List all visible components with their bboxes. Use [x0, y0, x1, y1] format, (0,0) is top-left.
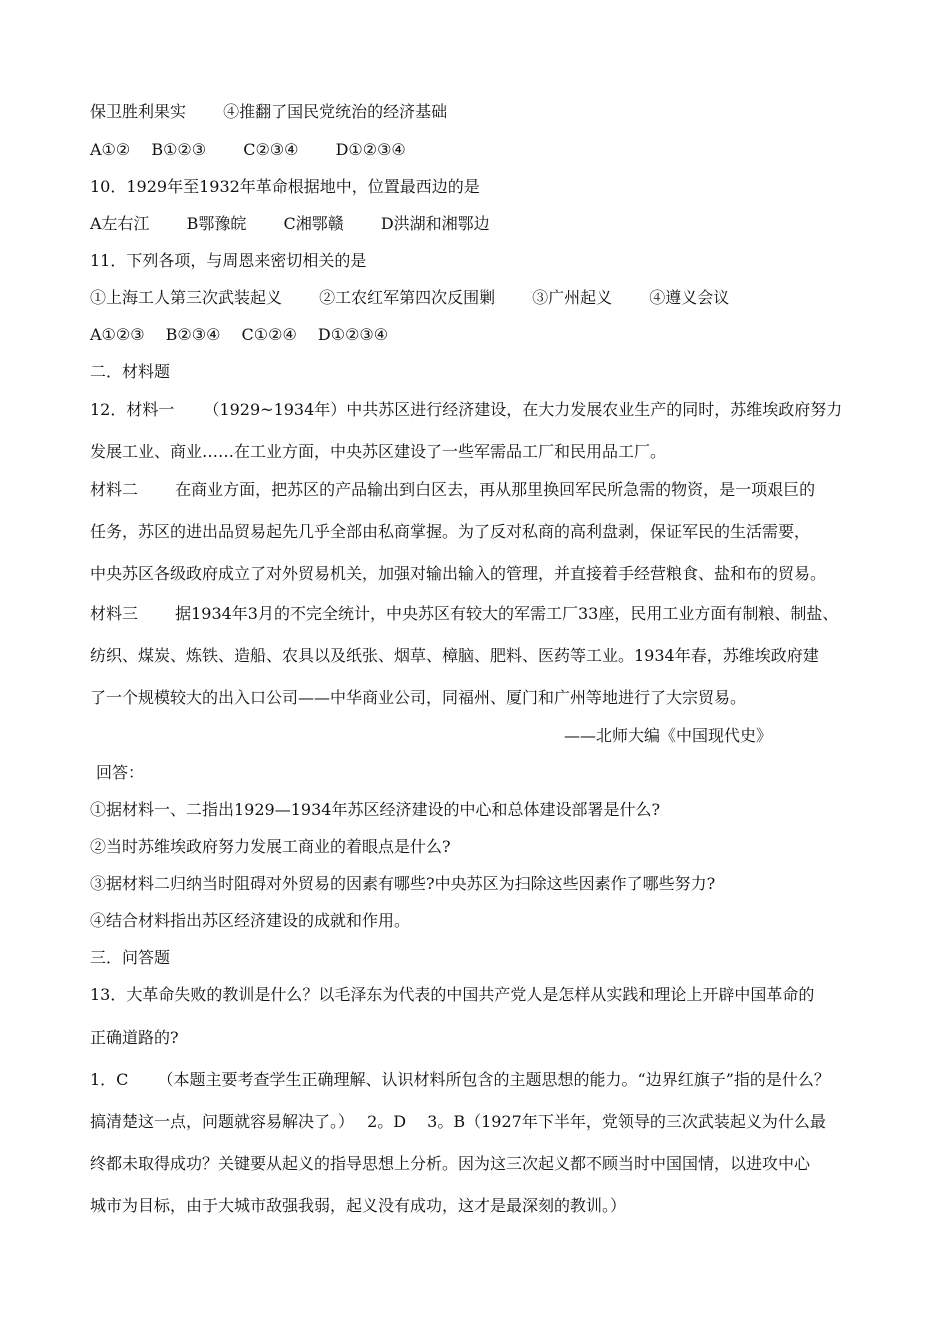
q12-material-2-line-1: 材料二 在商业方面，把苏区的产品输出到白区去，再从那里换回军民所急需的物资，是一项艰巨的 [90, 480, 816, 499]
q10-stem: 10．1929年至1932年革命根据地中，位置最西边的是 [90, 177, 480, 196]
q12-material-2-line-3: 中央苏区各级政府成立了对外贸易机关，加强对输出输入的管理，并直接着手经营粮食、盐和布的贸易。 [90, 564, 827, 583]
q12-material-2-line-2: 任务，苏区的进出品贸易起先几乎全部由私商掌握。为了反对私商的高利盘剥，保证军民的生活需要， [90, 522, 811, 541]
q12-sub-question-3: ③据材料二归纳当时阻碍对外贸易的因素有哪些?中央苏区为扫除这些因素作了哪些努力? [90, 874, 716, 893]
q12-sub-question-1: ①据材料一、二指出1929—1934年苏区经济建设的中心和总体建设部署是什么? [90, 800, 661, 819]
q11-options: A①②③ B②③④ C①②④ D①②③④ [90, 325, 389, 344]
material-source: ——北师大编《中国现代史》 [563, 726, 772, 745]
q12-material-3-line-1: 材料三 据1934年3月的不完全统计，中央苏区有较大的军需工厂33座，民用工业方面有制粮、制盐、 [90, 604, 839, 623]
q11-stem: 11．下列各项，与周恩来密切相关的是 [90, 251, 367, 270]
q11-items: ①上海工人第三次武装起义 ②工农红军第四次反围剿 ③广州起义 ④遵义会议 [90, 288, 730, 307]
answer-key-line-3: 终都未取得成功？关键要从起义的指导思想上分析。因为这三次起义都不顾当时中国国情，以进攻中心 [90, 1154, 811, 1173]
q13-line-1: 13．大革命失败的教训是什么？以毛泽东为代表的中国共产党人是怎样从实践和理论上开辟中国革命的 [90, 985, 815, 1004]
section-3-heading: 三．问答题 [90, 948, 171, 967]
q12-material-1-line-1: 12．材料一 （1929~1934年）中共苏区进行经济建设，在大力发展农业生产的同时，苏维埃政府努力 [90, 400, 843, 419]
answer-key-line-1: 1．C （本题主要考查学生正确理解、认识材料所包含的主题思想的能力。“边界红旗子”指的是什么？ [90, 1070, 830, 1089]
q12-material-1-line-2: 发展工业、商业……在工业方面，中央苏区建设了一些军需品工厂和民用品工厂。 [90, 442, 667, 461]
q9-continuation-line: 保卫胜利果实 ④推翻了国民党统治的经济基础 [90, 102, 448, 121]
q10-options: A左右江 B鄂豫皖 C湘鄂赣 D洪湖和湘鄂边 [90, 214, 490, 233]
section-2-heading: 二．材料题 [90, 362, 171, 381]
q12-material-3-line-3: 了一个规模较大的出入口公司——中华商业公司，同福州、厦门和广州等地进行了大宗贸易。 [90, 688, 747, 707]
q12-sub-question-4: ④结合材料指出苏区经济建设的成就和作用。 [90, 911, 411, 930]
answer-prompt: 回答： [96, 763, 145, 782]
q9-options: A①② B①②③ C②③④ D①②③④ [90, 140, 406, 159]
q13-line-2: 正确道路的? [90, 1028, 179, 1047]
answer-key-line-4: 城市为目标，由于大城市敌强我弱，起义没有成功，这才是最深刻的教训。） [90, 1196, 627, 1215]
q12-material-3-line-2: 纺织、煤炭、炼铁、造船、农具以及纸张、烟草、樟脑、肥料、医药等工业。1934年春，苏维埃政府建 [90, 646, 819, 665]
q12-sub-question-2: ②当时苏维埃政府努力发展工商业的着眼点是什么? [90, 837, 451, 856]
answer-key-line-2: 搞清楚这一点，问题就容易解决了。） 2。D 3。B（1927年下半年，党领导的三次武装起义为什么最 [90, 1112, 826, 1131]
